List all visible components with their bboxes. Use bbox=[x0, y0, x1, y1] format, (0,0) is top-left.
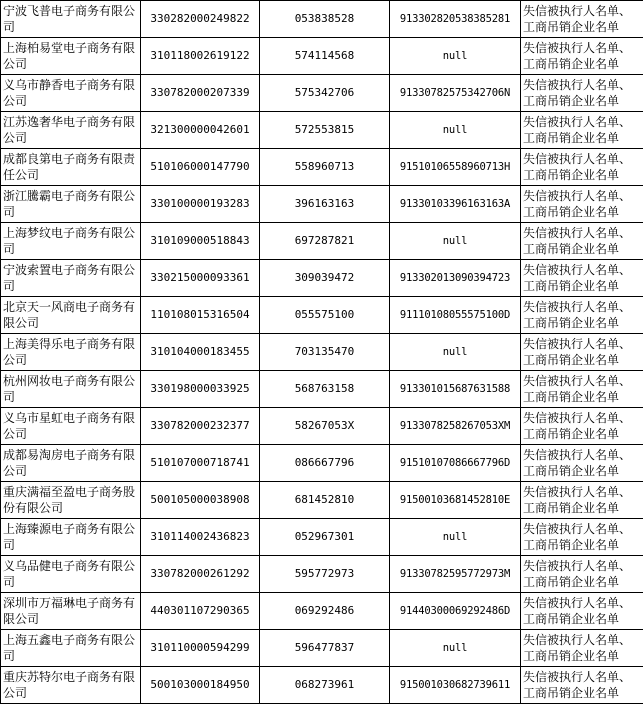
company-name-cell: 上海五鑫电子商务有限公司 bbox=[1, 630, 141, 667]
registration-number-cell: 310114002436823 bbox=[141, 519, 260, 556]
organization-code-cell: 052967301 bbox=[260, 519, 390, 556]
credit-code-cell: 91500103681452810E bbox=[390, 482, 521, 519]
organization-code-cell: 558960713 bbox=[260, 149, 390, 186]
registration-number-cell: 330782000207339 bbox=[141, 75, 260, 112]
credit-code-cell: 91510107086667796D bbox=[390, 445, 521, 482]
registration-number-cell: 310104000183455 bbox=[141, 334, 260, 371]
credit-code-cell: 91510106558960713H bbox=[390, 149, 521, 186]
table-row bbox=[1, 149, 643, 186]
registration-number-cell: 310109000518843 bbox=[141, 223, 260, 260]
organization-code-cell: 396163163 bbox=[260, 186, 390, 223]
credit-code-cell: 91330782575342706N bbox=[390, 75, 521, 112]
company-name-cell: 上海臻源电子商务有限公司 bbox=[1, 519, 141, 556]
organization-code-cell: 069292486 bbox=[260, 593, 390, 630]
organization-code-cell: 568763158 bbox=[260, 371, 390, 408]
list-type-cell: 失信被执行人名单、工商吊销企业名单 bbox=[521, 630, 643, 667]
table-row bbox=[1, 297, 643, 334]
company-name-cell: 深圳市万福琳电子商务有限公司 bbox=[1, 593, 141, 630]
company-name-cell: 上海美得乐电子商务有限公司 bbox=[1, 334, 141, 371]
list-type-cell: 失信被执行人名单、工商吊销企业名单 bbox=[521, 445, 643, 482]
list-type-cell: 失信被执行人名单、工商吊销企业名单 bbox=[521, 593, 643, 630]
registration-number-cell: 440301107290365 bbox=[141, 593, 260, 630]
list-type-cell: 失信被执行人名单、工商吊销企业名单 bbox=[521, 75, 643, 112]
credit-code-cell: 9133078258267053XM bbox=[390, 408, 521, 445]
credit-code-cell: 913302013090394723 bbox=[390, 260, 521, 297]
registration-number-cell: 330282000249822 bbox=[141, 1, 260, 38]
list-type-cell: 失信被执行人名单、工商吊销企业名单 bbox=[521, 260, 643, 297]
registration-number-cell: 330782000232377 bbox=[141, 408, 260, 445]
company-name-cell: 重庆满福至盈电子商务股份有限公司 bbox=[1, 482, 141, 519]
organization-code-cell: 703135470 bbox=[260, 334, 390, 371]
credit-code-cell: null bbox=[390, 223, 521, 260]
credit-code-cell: null bbox=[390, 334, 521, 371]
registration-number-cell: 310110000594299 bbox=[141, 630, 260, 667]
company-name-cell: 重庆苏特尔电子商务有限公司 bbox=[1, 667, 141, 704]
registration-number-cell: 110108015316504 bbox=[141, 297, 260, 334]
list-type-cell: 失信被执行人名单、工商吊销企业名单 bbox=[521, 371, 643, 408]
table-row bbox=[1, 593, 643, 630]
registration-number-cell: 500103000184950 bbox=[141, 667, 260, 704]
credit-code-cell: 915001030682739611 bbox=[390, 667, 521, 704]
company-name-cell: 义乌品健电子商务有限公司 bbox=[1, 556, 141, 593]
company-name-cell: 宁波飞普电子商务有限公司 bbox=[1, 1, 141, 38]
table-body bbox=[1, 1, 643, 704]
registration-number-cell: 330782000261292 bbox=[141, 556, 260, 593]
list-type-cell: 失信被执行人名单、工商吊销企业名单 bbox=[521, 38, 643, 75]
organization-code-cell: 681452810 bbox=[260, 482, 390, 519]
organization-code-cell: 068273961 bbox=[260, 667, 390, 704]
table-row bbox=[1, 445, 643, 482]
registration-number-cell: 330198000033925 bbox=[141, 371, 260, 408]
company-name-cell: 杭州网妆电子商务有限公司 bbox=[1, 371, 141, 408]
company-name-cell: 江苏逸奢华电子商务有限公司 bbox=[1, 112, 141, 149]
company-name-cell: 义乌市星虹电子商务有限公司 bbox=[1, 408, 141, 445]
organization-code-cell: 575342706 bbox=[260, 75, 390, 112]
registration-number-cell: 330215000093361 bbox=[141, 260, 260, 297]
list-type-cell: 失信被执行人名单、工商吊销企业名单 bbox=[521, 297, 643, 334]
credit-code-cell: 913302820538385281 bbox=[390, 1, 521, 38]
company-name-cell: 成都良第电子商务有限责任公司 bbox=[1, 149, 141, 186]
table-row bbox=[1, 260, 643, 297]
table-row bbox=[1, 186, 643, 223]
list-type-cell: 失信被执行人名单、工商吊销企业名单 bbox=[521, 408, 643, 445]
table-row bbox=[1, 112, 643, 149]
table-row bbox=[1, 334, 643, 371]
table-row bbox=[1, 556, 643, 593]
company-name-cell: 成都易淘房电子商务有限公司 bbox=[1, 445, 141, 482]
credit-code-cell: null bbox=[390, 112, 521, 149]
list-type-cell: 失信被执行人名单、工商吊销企业名单 bbox=[521, 519, 643, 556]
list-type-cell: 失信被执行人名单、工商吊销企业名单 bbox=[521, 1, 643, 38]
organization-code-cell: 697287821 bbox=[260, 223, 390, 260]
company-name-cell: 浙江騰霸电子商务有限公司 bbox=[1, 186, 141, 223]
list-type-cell: 失信被执行人名单、工商吊销企业名单 bbox=[521, 482, 643, 519]
list-type-cell: 失信被执行人名单、工商吊销企业名单 bbox=[521, 149, 643, 186]
company-name-cell: 宁波索置电子商务有限公司 bbox=[1, 260, 141, 297]
registration-number-cell: 500105000038908 bbox=[141, 482, 260, 519]
credit-code-cell: null bbox=[390, 630, 521, 667]
credit-code-cell: null bbox=[390, 38, 521, 75]
credit-code-cell: null bbox=[390, 519, 521, 556]
credit-code-cell: 91330782595772973M bbox=[390, 556, 521, 593]
table-row bbox=[1, 223, 643, 260]
organization-code-cell: 309039472 bbox=[260, 260, 390, 297]
registration-number-cell: 510106000147790 bbox=[141, 149, 260, 186]
credit-code-cell: 91330103396163163A bbox=[390, 186, 521, 223]
registration-number-cell: 310118002619122 bbox=[141, 38, 260, 75]
organization-code-cell: 086667796 bbox=[260, 445, 390, 482]
list-type-cell: 失信被执行人名单、工商吊销企业名单 bbox=[521, 186, 643, 223]
organization-code-cell: 596477837 bbox=[260, 630, 390, 667]
credit-code-cell: 913301015687631588 bbox=[390, 371, 521, 408]
credit-code-cell: 91110108055575100D bbox=[390, 297, 521, 334]
table-row bbox=[1, 38, 643, 75]
organization-code-cell: 055575100 bbox=[260, 297, 390, 334]
organization-code-cell: 572553815 bbox=[260, 112, 390, 149]
company-name-cell: 义乌市静香电子商务有限公司 bbox=[1, 75, 141, 112]
company-name-cell: 北京天一风商电子商务有限公司 bbox=[1, 297, 141, 334]
registration-number-cell: 510107000718741 bbox=[141, 445, 260, 482]
list-type-cell: 失信被执行人名单、工商吊销企业名单 bbox=[521, 556, 643, 593]
company-name-cell: 上海柏易堂电子商务有限公司 bbox=[1, 38, 141, 75]
organization-code-cell: 053838528 bbox=[260, 1, 390, 38]
table-row bbox=[1, 371, 643, 408]
organization-code-cell: 595772973 bbox=[260, 556, 390, 593]
table-row bbox=[1, 667, 643, 704]
list-type-cell: 失信被执行人名单、工商吊销企业名单 bbox=[521, 223, 643, 260]
organization-code-cell: 58267053X bbox=[260, 408, 390, 445]
list-type-cell: 失信被执行人名单、工商吊销企业名单 bbox=[521, 667, 643, 704]
table-row bbox=[1, 630, 643, 667]
table-row bbox=[1, 408, 643, 445]
table-row bbox=[1, 1, 643, 38]
list-type-cell: 失信被执行人名单、工商吊销企业名单 bbox=[521, 334, 643, 371]
company-name-cell: 上海梦纹电子商务有限公司 bbox=[1, 223, 141, 260]
list-type-cell: 失信被执行人名单、工商吊销企业名单 bbox=[521, 112, 643, 149]
organization-code-cell: 574114568 bbox=[260, 38, 390, 75]
credit-code-cell: 91440300069292486D bbox=[390, 593, 521, 630]
registration-number-cell: 330100000193283 bbox=[141, 186, 260, 223]
table-row bbox=[1, 482, 643, 519]
table-row bbox=[1, 75, 643, 112]
table-row bbox=[1, 519, 643, 556]
registration-number-cell: 321300000042601 bbox=[141, 112, 260, 149]
